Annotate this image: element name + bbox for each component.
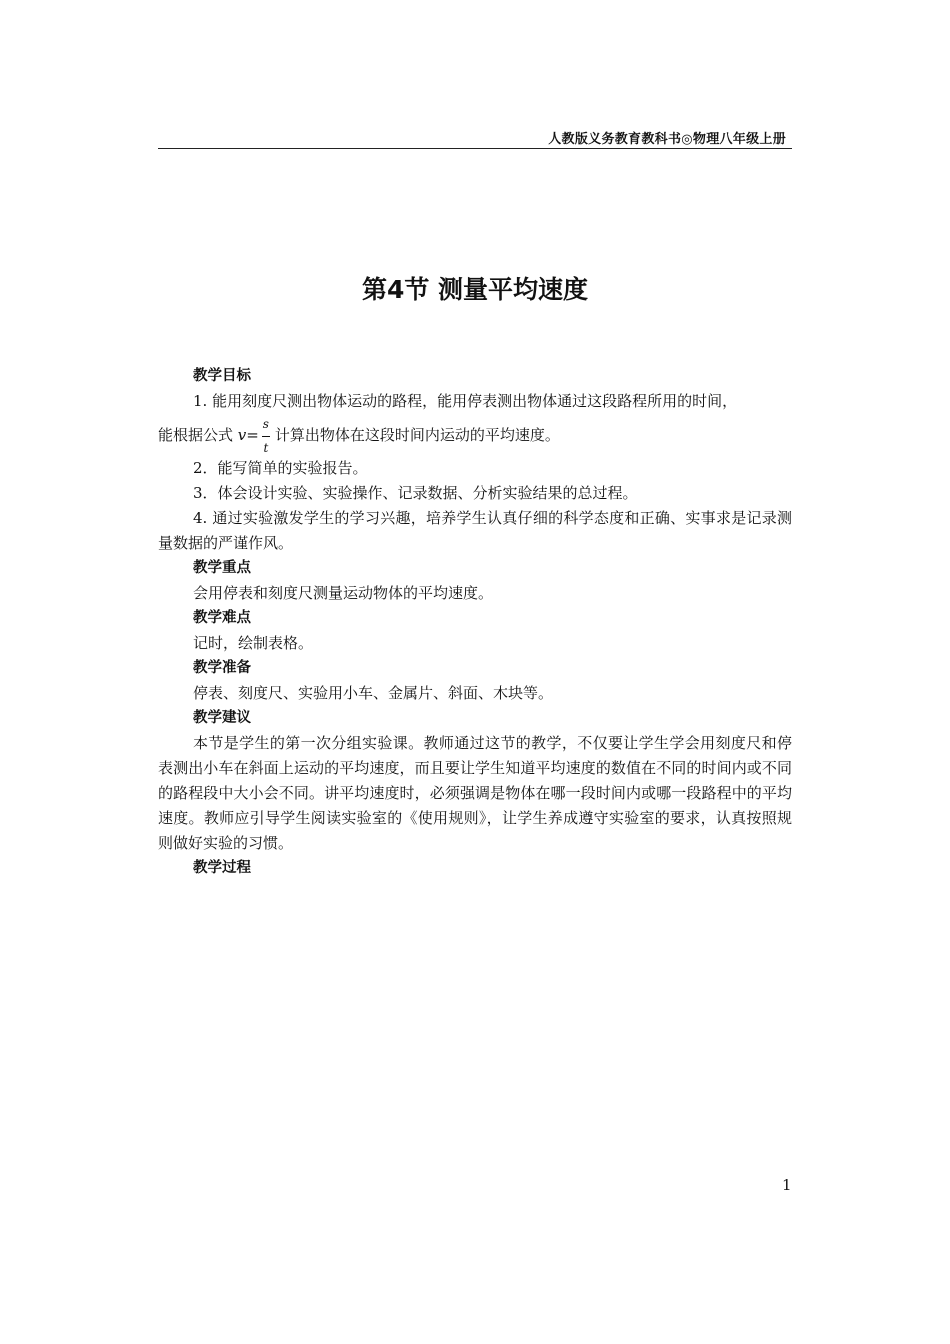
objective-1-line-1: 1. 能用刻度尺测出物体运动的路程，能用停表测出物体通过这段路程所用的时间， [193,392,738,410]
document-body [158,364,792,881]
book-title: 人教版义务教育教科书◎物理八年级上册 [548,132,786,147]
key-points-heading: 教学重点 [193,560,251,576]
difficulties-heading: 教学难点 [193,610,251,626]
objective-2: 2．能写简单的实验报告。 [193,459,368,477]
objective-1-formula-line [158,414,792,456]
suggestions-text: 本节是学生的第一次分组实验课。教师通过这节的教学，不仅要让学生学会用刻度尺和停表测出小车在斜面上运动的平均速度，而且要让学生知道平均速度的数值在不同的时间内或不同的路程段中大小会不同。讲平均速度时，必须强调是物体在哪一段时间内或哪一段路程中的平均速度。教师应引导学生阅读实验室的《使用规则》，让学生养成遵守实验室的要求，认真按照规则做好实验的习惯。 [158,734,792,852]
running-header [158,128,792,149]
objectives-heading: 教学目标 [193,368,251,384]
formula-equals: = [246,426,259,444]
preparation-text: 停表、刻度尺、实验用小车、金属片、斜面、木块等。 [193,684,554,702]
fraction-bar [262,436,270,437]
objective-4: 4. 通过实验激发学生的学习兴趣，培养学生认真仔细的科学态度和正确、实事求是记录测量数据的严谨作风。 [158,509,792,552]
section-title: 第4节 测量平均速度 [361,275,589,304]
formula-variable-v: v [237,426,247,444]
page-number: 1 [782,1176,792,1194]
fraction-denominator: t [263,441,269,455]
process-heading: 教学过程 [193,860,251,876]
key-points-text: 会用停表和刻度尺测量运动物体的平均速度。 [193,584,494,602]
formula-suffix: 计算出物体在这段时间内运动的平均速度。 [274,426,560,444]
suggestions-heading: 教学建议 [193,710,251,726]
preparation-heading: 教学准备 [193,660,251,676]
fraction-numerator: s [262,417,269,431]
objective-3: 3．体会设计实验、实验操作、记录数据、分析实验结果的总过程。 [193,484,638,502]
difficulties-text: 记时，绘制表格。 [193,634,314,652]
formula-prefix: 能根据公式 [158,426,234,444]
formula-fraction [260,415,272,457]
